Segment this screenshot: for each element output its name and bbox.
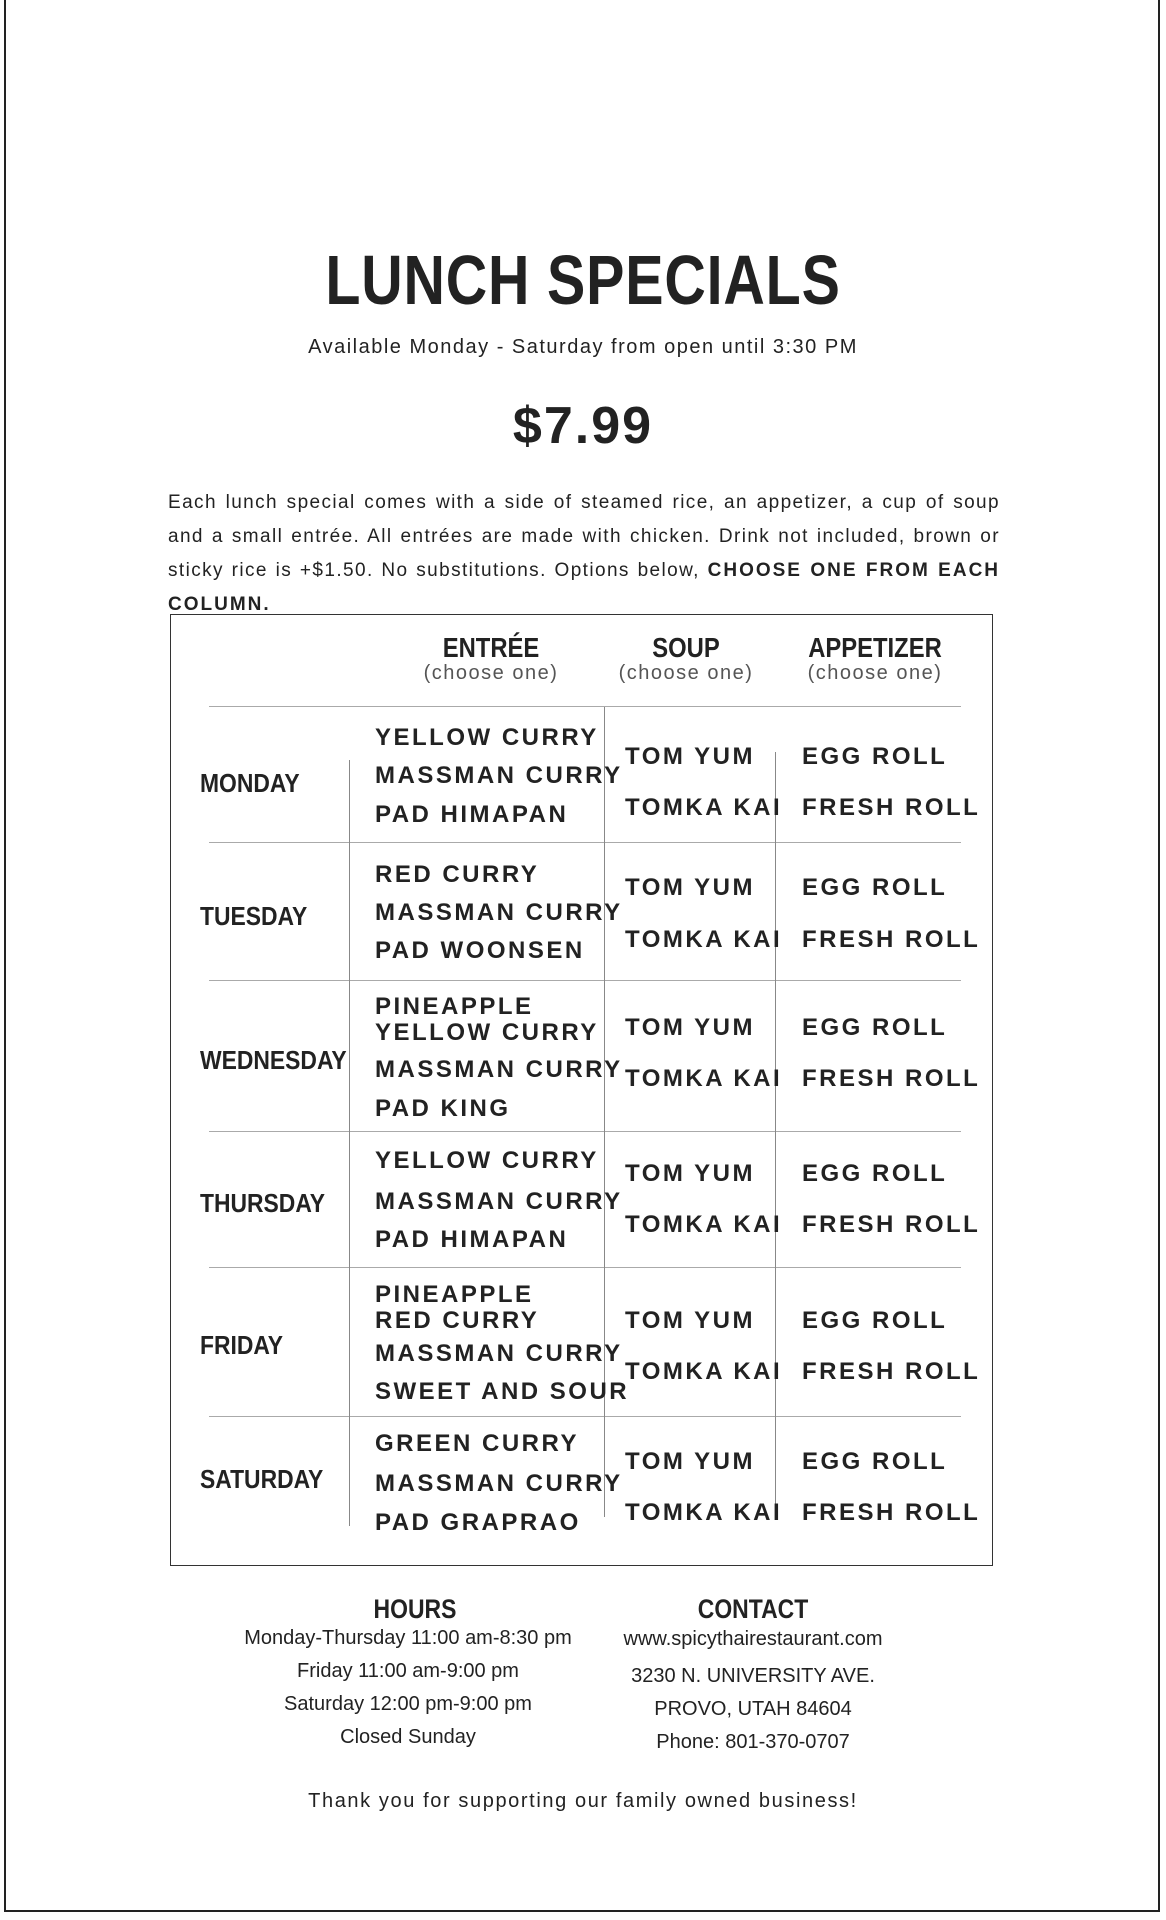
appetizer-column-header [795, 632, 955, 685]
soup-item: TOMKA KAI [625, 1211, 783, 1238]
website-link[interactable]: www.spicythairestaurant.com [623, 1628, 883, 1650]
soup-item: TOM YUM [625, 874, 755, 901]
soup-item: TOM YUM [625, 1307, 755, 1334]
soup-item: TOMKA KAI [625, 926, 783, 953]
soup-item: TOM YUM [625, 1448, 755, 1475]
appetizer-item: EGG ROLL [802, 743, 948, 770]
day-label-monday: MONDAY [200, 768, 300, 798]
description-text: Each lunch special comes with a side of steamed rice, an appetizer, a cup of soup and a small entrée. All entrées are made with chicken. Drink not included, brown or sticky rice is +$1.50. No substitutions. Options below, [168, 492, 1000, 581]
phone-number[interactable]: Phone: 801-370-0707 [656, 1731, 850, 1753]
entree-column-header [406, 632, 576, 685]
entree-item: RED CURRY [375, 1307, 540, 1334]
address-line-1: 3230 N. UNIVERSITY AVE. [631, 1665, 875, 1687]
day-label-thursday: THURSDAY [200, 1188, 326, 1218]
hours-line: Monday-Thursday 11:00 am-8:30 pm [244, 1627, 572, 1649]
row-divider [209, 706, 961, 707]
entree-item: PINEAPPLE [375, 993, 534, 1020]
entree-item: MASSMAN CURRY [375, 899, 623, 926]
entree-item: PAD HIMAPAN [375, 801, 569, 828]
appetizer-item: FRESH ROLL [802, 1211, 981, 1238]
appetizer-label: APPETIZER [808, 632, 942, 663]
hours-line: Closed Sunday [340, 1726, 476, 1748]
soup-item: TOMKA KAI [625, 1065, 783, 1092]
hours-line: Friday 11:00 am-9:00 pm [297, 1660, 519, 1682]
entree-item: MASSMAN CURRY [375, 1340, 623, 1367]
entree-item: MASSMAN CURRY [375, 762, 623, 789]
day-label-friday: FRIDAY [200, 1330, 284, 1360]
price: $7.99 [512, 397, 654, 455]
entree-item: YELLOW CURRY [375, 1019, 599, 1046]
entree-item: MASSMAN CURRY [375, 1056, 623, 1083]
entree-item: PINEAPPLE [375, 1281, 534, 1308]
entree-note: (choose one) [423, 662, 559, 684]
appetizer-item: EGG ROLL [802, 1160, 948, 1187]
soup-note: (choose one) [618, 662, 754, 684]
entree-item: GREEN CURRY [375, 1430, 579, 1457]
soup-item: TOM YUM [625, 1014, 755, 1041]
appetizer-item: EGG ROLL [802, 1307, 948, 1334]
availability-note: Available Monday - Saturday from open until 3:30 PM [308, 336, 858, 358]
soup-item: TOM YUM [625, 743, 755, 770]
entree-label: ENTRÉE [442, 632, 540, 663]
row-divider [209, 1131, 961, 1132]
entree-item: SWEET AND SOUR [375, 1378, 630, 1405]
soup-label: SOUP [652, 632, 720, 663]
column-divider [349, 760, 350, 1526]
entree-item: PAD HIMAPAN [375, 1226, 569, 1253]
appetizer-item: EGG ROLL [802, 874, 948, 901]
entree-item: PAD GRAPRAO [375, 1509, 581, 1536]
soup-item: TOMKA KAI [625, 1499, 783, 1526]
appetizer-note: (choose one) [807, 662, 943, 684]
row-divider [209, 980, 961, 981]
entree-item: PAD WOONSEN [375, 937, 585, 964]
day-label-saturday: SATURDAY [200, 1464, 324, 1494]
soup-column-header [610, 632, 762, 685]
hours-heading: HOURS [373, 1594, 457, 1624]
row-divider [209, 1416, 961, 1417]
appetizer-item: EGG ROLL [802, 1448, 948, 1475]
hours-line: Saturday 12:00 pm-9:00 pm [284, 1693, 532, 1715]
entree-item: MASSMAN CURRY [375, 1188, 623, 1215]
entree-item: RED CURRY [375, 861, 540, 888]
entree-item: YELLOW CURRY [375, 1147, 599, 1174]
soup-item: TOMKA KAI [625, 1358, 783, 1385]
address-line-2: PROVO, UTAH 84604 [654, 1698, 852, 1720]
entree-item: YELLOW CURRY [375, 724, 599, 751]
contact-heading: CONTACT [697, 1594, 809, 1624]
day-label-wednesday: WEDNESDAY [200, 1045, 347, 1075]
entree-item: PAD KING [375, 1095, 511, 1122]
row-divider [209, 1267, 961, 1268]
column-divider [775, 752, 776, 1518]
appetizer-item: EGG ROLL [802, 1014, 948, 1041]
description-emphasis: CHOOSE ONE FROM EACH COLUMN. [168, 560, 1001, 615]
description [168, 486, 1000, 622]
appetizer-item: FRESH ROLL [802, 1499, 981, 1526]
soup-item: TOMKA KAI [625, 794, 783, 821]
row-divider [209, 842, 961, 843]
appetizer-item: FRESH ROLL [802, 926, 981, 953]
appetizer-item: FRESH ROLL [802, 1065, 981, 1092]
soup-item: TOM YUM [625, 1160, 755, 1187]
appetizer-item: FRESH ROLL [802, 794, 981, 821]
entree-item: MASSMAN CURRY [375, 1470, 623, 1497]
thank-you-note: Thank you for supporting our family owned business! [308, 1790, 858, 1812]
appetizer-item: FRESH ROLL [802, 1358, 981, 1385]
day-label-tuesday: TUESDAY [200, 901, 308, 931]
page-title: LUNCH SPECIALS [325, 241, 841, 319]
